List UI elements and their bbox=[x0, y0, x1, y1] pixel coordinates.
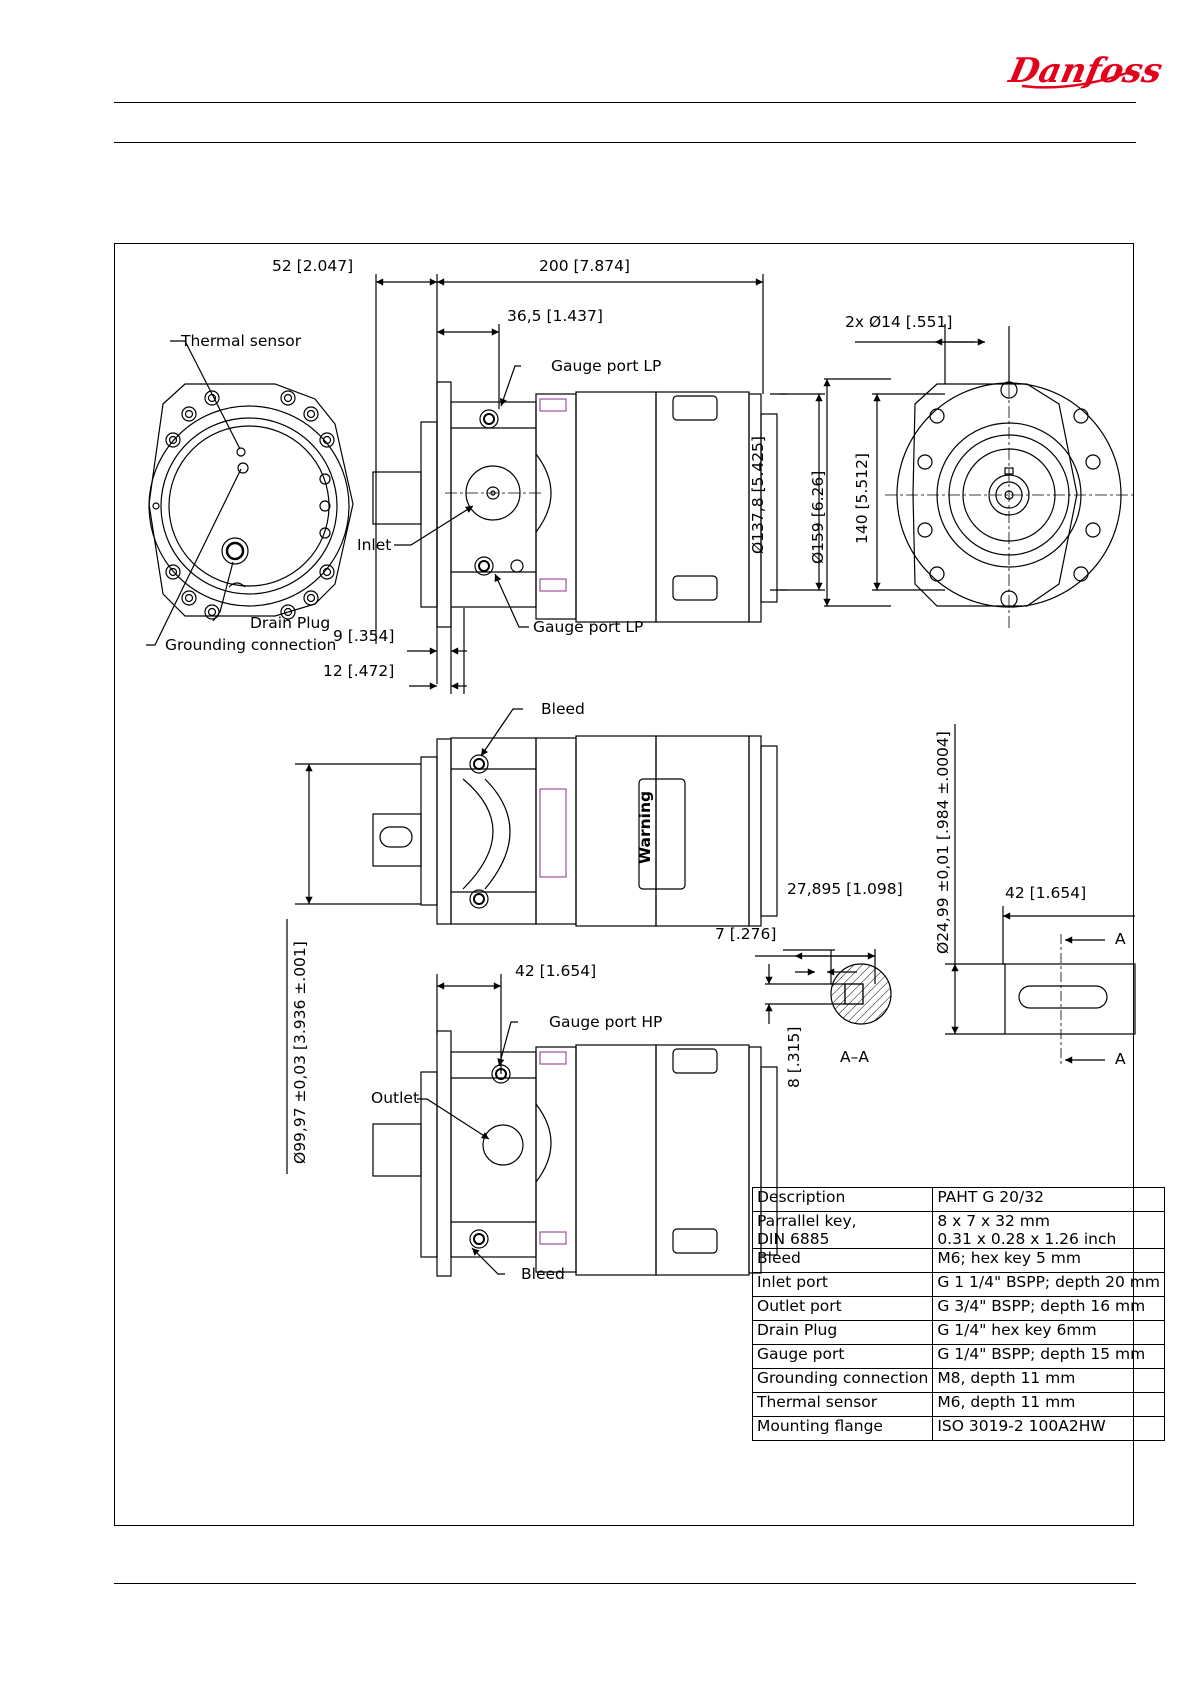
label-thermal-sensor: Thermal sensor bbox=[181, 332, 302, 350]
label-bleed-bottom: Bleed bbox=[521, 1265, 565, 1283]
spec-row bbox=[753, 1321, 1165, 1345]
spec-table-wrapper bbox=[752, 1187, 1160, 1707]
spec-row bbox=[753, 1345, 1165, 1369]
spec-key: Inlet port bbox=[753, 1273, 933, 1297]
label-grounding-connection: Grounding connection bbox=[165, 636, 337, 654]
spec-key: Thermal sensor bbox=[753, 1393, 933, 1417]
spec-value: G 1/4" BSPP; depth 15 mm bbox=[933, 1345, 1165, 1369]
end-view-left bbox=[149, 384, 353, 619]
label-warning: Warning bbox=[636, 790, 654, 864]
section-a-a bbox=[831, 964, 891, 1024]
spec-row bbox=[753, 1393, 1165, 1417]
label-bleed-top: Bleed bbox=[541, 700, 585, 718]
spec-row bbox=[753, 1417, 1165, 1441]
dim-159: Ø159 [6.26] bbox=[809, 470, 827, 564]
spec-table bbox=[752, 1187, 1165, 1441]
spec-row bbox=[753, 1188, 1165, 1212]
shaft-view bbox=[1005, 934, 1135, 1064]
spec-value: M6, depth 11 mm bbox=[933, 1393, 1165, 1417]
spec-key: Bleed bbox=[753, 1249, 933, 1273]
spec-key: Outlet port bbox=[753, 1297, 933, 1321]
label-gauge-port-lp-bottom: Gauge port LP bbox=[533, 618, 644, 636]
header-rule-top bbox=[114, 102, 1136, 103]
label-gauge-port-hp: Gauge port HP bbox=[549, 1013, 663, 1031]
spec-value: G 1/4" hex key 6mm bbox=[933, 1321, 1165, 1345]
side-view-top bbox=[373, 382, 777, 627]
dim-42-outlet: 42 [1.654] bbox=[515, 962, 597, 980]
spec-row bbox=[753, 1369, 1165, 1393]
header-rule-bottom bbox=[114, 142, 1136, 143]
dim-27-895: 27,895 [1.098] bbox=[787, 880, 903, 898]
dim-52: 52 [2.047] bbox=[272, 257, 354, 275]
dim-42-shaft: 42 [1.654] bbox=[1005, 884, 1087, 902]
label-drain-plug: Drain Plug bbox=[250, 614, 331, 632]
logo-text: Danfoss bbox=[1005, 51, 1166, 91]
spec-row bbox=[753, 1249, 1165, 1273]
danfoss-logo bbox=[1005, 42, 1166, 94]
spec-key: Grounding connection bbox=[753, 1369, 933, 1393]
drawing-frame bbox=[114, 243, 1160, 1526]
label-section-a: A bbox=[1115, 930, 1126, 948]
spec-key: Mounting flange bbox=[753, 1417, 933, 1441]
dim-200: 200 [7.874] bbox=[539, 257, 630, 275]
spec-row bbox=[753, 1297, 1165, 1321]
dim-24-99: Ø24,99 ±0,01 [.984 ±.0004] bbox=[934, 731, 952, 954]
spec-value: M6; hex key 5 mm bbox=[933, 1249, 1165, 1273]
end-view-right bbox=[885, 364, 1135, 629]
spec-row bbox=[753, 1273, 1165, 1297]
dim-36-5: 36,5 [1.437] bbox=[507, 307, 603, 325]
dim-14: 2x Ø14 [.551] bbox=[845, 313, 953, 331]
spec-key: Drain Plug bbox=[753, 1321, 933, 1345]
side-view-bottom bbox=[373, 1031, 777, 1276]
spec-value: ISO 3019-2 100A2HW bbox=[933, 1417, 1165, 1441]
dim-137-8: Ø137,8 [5.425] bbox=[749, 436, 767, 554]
dim-7: 7 [.276] bbox=[715, 925, 777, 943]
label-gauge-port-lp-top: Gauge port LP bbox=[551, 357, 662, 375]
label-section-view: A–A bbox=[840, 1048, 869, 1066]
dim-12: 12 [.472] bbox=[323, 662, 395, 680]
dim-99-97: Ø99,97 ±0,03 [3.936 ±.001] bbox=[291, 941, 309, 1164]
spec-key: Description bbox=[753, 1188, 933, 1212]
spec-row bbox=[753, 1212, 1165, 1249]
label-section-a-bottom: A bbox=[1115, 1050, 1126, 1068]
dim-9: 9 [.354] bbox=[333, 627, 395, 645]
label-inlet: Inlet bbox=[357, 536, 392, 554]
spec-value: M8, depth 11 mm bbox=[933, 1369, 1165, 1393]
dim-8: 8 [.315] bbox=[785, 1026, 803, 1088]
spec-value: PAHT G 20/32 bbox=[933, 1188, 1165, 1212]
spec-key: Parrallel key, DIN 6885 bbox=[753, 1212, 933, 1249]
label-outlet: Outlet bbox=[371, 1089, 420, 1107]
dim-140: 140 [5.512] bbox=[853, 453, 871, 544]
spec-value: G 1 1/4" BSPP; depth 20 mm bbox=[933, 1273, 1165, 1297]
spec-value: G 3/4" BSPP; depth 16 mm bbox=[933, 1297, 1165, 1321]
spec-key: Gauge port bbox=[753, 1345, 933, 1369]
spec-value: 8 x 7 x 32 mm 0.31 x 0.28 x 1.26 inch bbox=[933, 1212, 1165, 1249]
side-view-middle bbox=[373, 736, 777, 926]
